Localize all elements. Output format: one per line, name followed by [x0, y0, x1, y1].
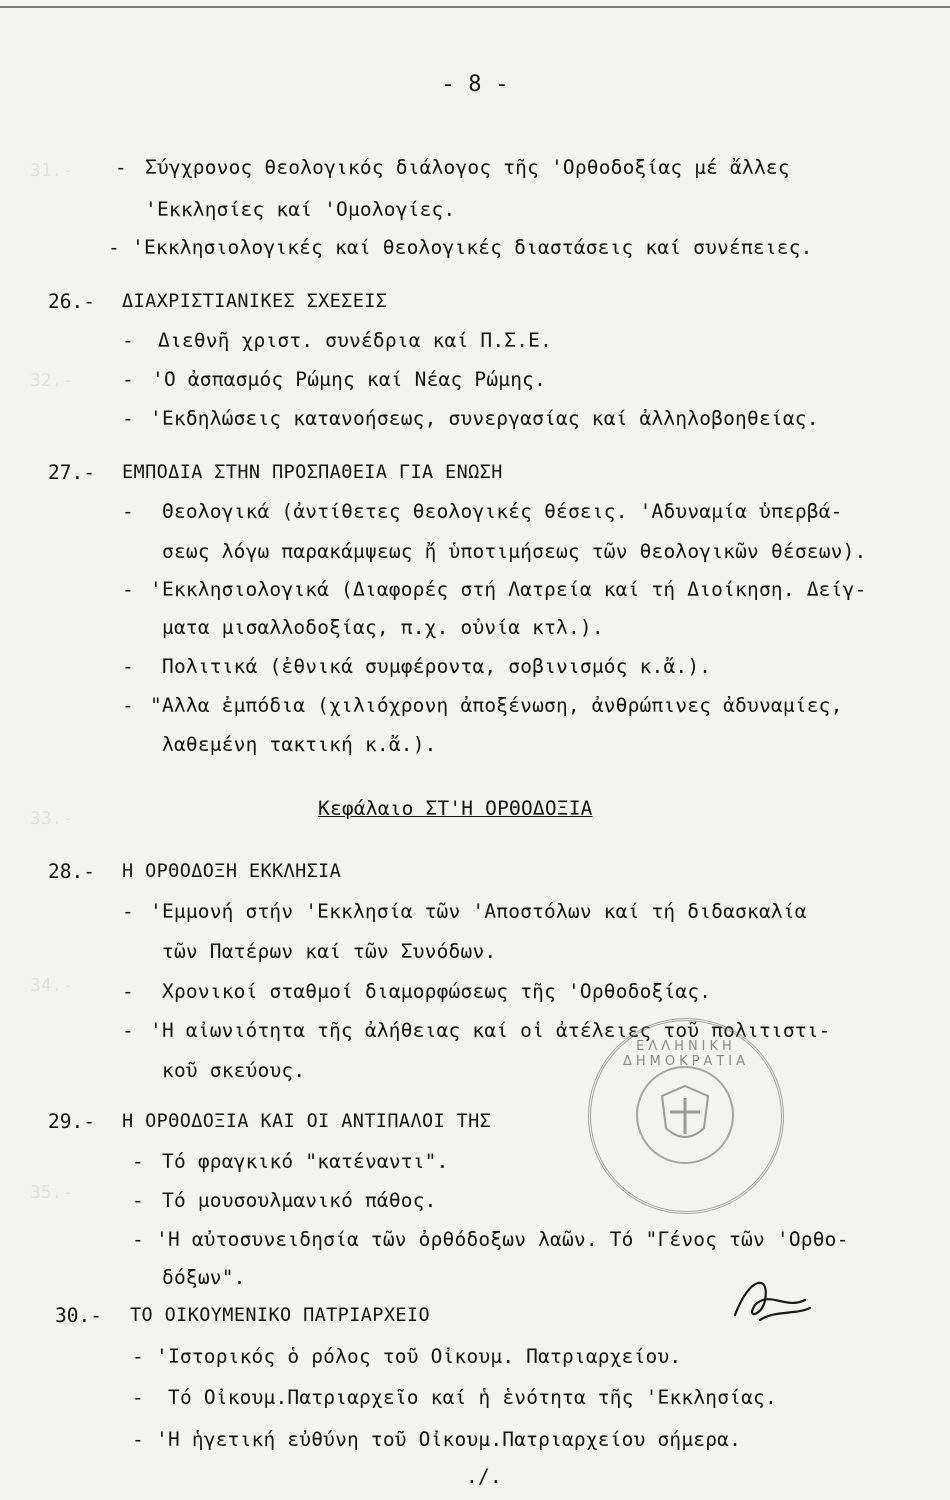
coat-of-arms-icon [636, 1066, 734, 1164]
bullet-dash: - [132, 1228, 144, 1251]
bullet-dash: - [122, 329, 134, 352]
bullet-dash: - [122, 500, 134, 523]
section-number: 27.- [48, 461, 95, 484]
list-item: Σύγχρονος θεολογικός διάλογος τῆς 'Ορθοδοξίας μέ ἄλλες [145, 156, 790, 179]
official-stamp [588, 1018, 784, 1214]
list-item: ματα μισαλλοδοξίας, π.χ. οὐνία κτλ.). [162, 616, 604, 639]
list-item: 'Εκδηλώσεις κατανοήσεως, συνεργασίας καί ἀλληλοβοηθείας. [150, 407, 819, 430]
bullet-dash: - [132, 1189, 144, 1212]
list-item: 'Εκκλησίες καί 'Ομολογίες. [145, 198, 456, 221]
signature-mark [725, 1270, 815, 1330]
stamp-text: ΕΛΛΗΝΙΚΗ ΔΗΜΟΚΡΑΤΙΑ [622, 1039, 750, 1069]
scan-top-border [0, 6, 950, 8]
list-item: δόξων". [162, 1266, 246, 1289]
page-number: - 8 - [441, 72, 509, 97]
list-item: "Αλλα ἐμπόδια (χιλιόχρονη ἀποξένωση, ἀνθρώπινες ἀδυναμίες, [150, 694, 843, 717]
list-item: κοῦ σκεύους. [162, 1059, 306, 1082]
list-item: τῶν Πατέρων καί τῶν Συνόδων. [162, 940, 497, 963]
bullet-dash: - [122, 980, 134, 1003]
bullet-dash: - [122, 368, 134, 391]
list-item: Διεθνῆ χριστ. συνέδρια καί Π.Σ.Ε. [158, 329, 553, 352]
bleed-through-text: 32.- [30, 370, 74, 391]
bullet-dash: - [122, 407, 134, 430]
list-item: 'Η ἡγετική εὐθύνη τοῦ Οἰκουμ.Πατριαρχείου σήμερα. [156, 1428, 742, 1451]
list-item: Τό Οἰκουμ.Πατριαρχεῖο καί ἡ ἑνότητα τῆς 'Εκκλησίας. [168, 1386, 777, 1409]
bullet-dash: - [108, 236, 120, 259]
list-item: Χρονικοί σταθμοί διαμορφώσεως τῆς 'Ορθοδοξίας. [162, 980, 712, 1003]
list-item: Θεολογικά (ἀντίθετες θεολογικές θέσεις. 'Αδυναμία ὑπερβά- [162, 500, 843, 523]
bleed-through-text: 34.- [30, 975, 74, 996]
section-number: 26.- [48, 290, 95, 313]
bullet-dash: - [122, 694, 134, 717]
list-item: 'Ο ἀσπασμός Ρώμης καί Νέας Ρώμης. [152, 368, 547, 391]
section-number: 29.- [48, 1110, 95, 1133]
list-item: 'Εκκλησιολογικές καί θεολογικές διαστάσεις καί συνέπειες. [132, 236, 813, 259]
bleed-through-text: 35.- [30, 1182, 74, 1203]
bullet-dash: - [122, 655, 134, 678]
section-heading: Η ΟΡΘΟΔΟΞΙΑ ΚΑΙ ΟΙ ΑΝΤΙΠΑΛΟΙ ΤΗΣ [122, 1111, 492, 1132]
section-heading: ΔΙΑΧΡΙΣΤΙΑΝΙΚΕΣ ΣΧΕΣΕΙΣ [122, 291, 388, 312]
list-item: Τό μουσουλμανικό πάθος. [162, 1189, 437, 1212]
bullet-dash: - [122, 900, 134, 923]
section-number: 30.- [55, 1304, 102, 1327]
bullet-dash: - [115, 156, 127, 179]
section-number: 28.- [48, 860, 95, 883]
bullet-dash: - [132, 1386, 144, 1409]
bullet-dash: - [132, 1150, 144, 1173]
list-item: 'Ιστορικός ὁ ρόλος τοῦ Οἰκουμ. Πατριαρχείου. [156, 1345, 682, 1368]
list-item: 'Η αἰωνιότητα τῆς ἀλήθειας καί οἱ ἀτέλειες τοῦ πολιτιστι- [150, 1019, 831, 1042]
section-heading: Η ΟΡΘΟΔΟΞΗ ΕΚΚΛΗΣΙΑ [122, 861, 342, 882]
list-item: Πολιτικά (ἐθνικά συμφέροντα, σοβινισμός κ.ἄ.). [162, 655, 712, 678]
chapter-title: Κεφάλαιο ΣΤ'Η ΟΡΘΟΔΟΞΙΑ [318, 797, 593, 820]
bullet-dash: - [132, 1428, 144, 1451]
bullet-dash: - [122, 1019, 134, 1042]
bullet-dash: - [132, 1345, 144, 1368]
list-item: 'Η αὐτοσυνειδησία τῶν ὀρθόδοξων λαῶν. Τό "Γένος τῶν 'Ορθο- [156, 1228, 849, 1251]
list-item: Τό φραγκικό "κατέναντι". [162, 1150, 449, 1173]
list-item: σεως λόγω παρακάμψεως ἤ ὑποτιμήσεως τῶν θεολογικῶν θέσεων). [162, 540, 867, 563]
list-item: 'Εμμονή στήν 'Εκκλησία τῶν 'Αποστόλων καί τή διδασκαλία [150, 900, 807, 923]
section-heading: ΤΟ ΟΙΚΟΥΜΕΝΙΚΟ ΠΑΤΡΙΑΡΧΕΙΟ [130, 1305, 430, 1326]
bleed-through-text: 33.- [30, 808, 74, 829]
continuation-mark: ./. [466, 1465, 502, 1488]
section-heading: ΕΜΠΟΔΙΑ ΣΤΗΝ ΠΡΟΣΠΑΘΕΙΑ ΓΙΑ ΕΝΩΣΗ [122, 462, 503, 483]
list-item: 'Εκκλησιολογικά (Διαφορές στή Λατρεία καί τή Διοίκηση. Δείγ- [150, 578, 867, 601]
bleed-through-text: 31.- [30, 160, 74, 181]
bullet-dash: - [122, 578, 134, 601]
list-item: λαθεμένη τακτική κ.ἄ.). [162, 733, 437, 756]
